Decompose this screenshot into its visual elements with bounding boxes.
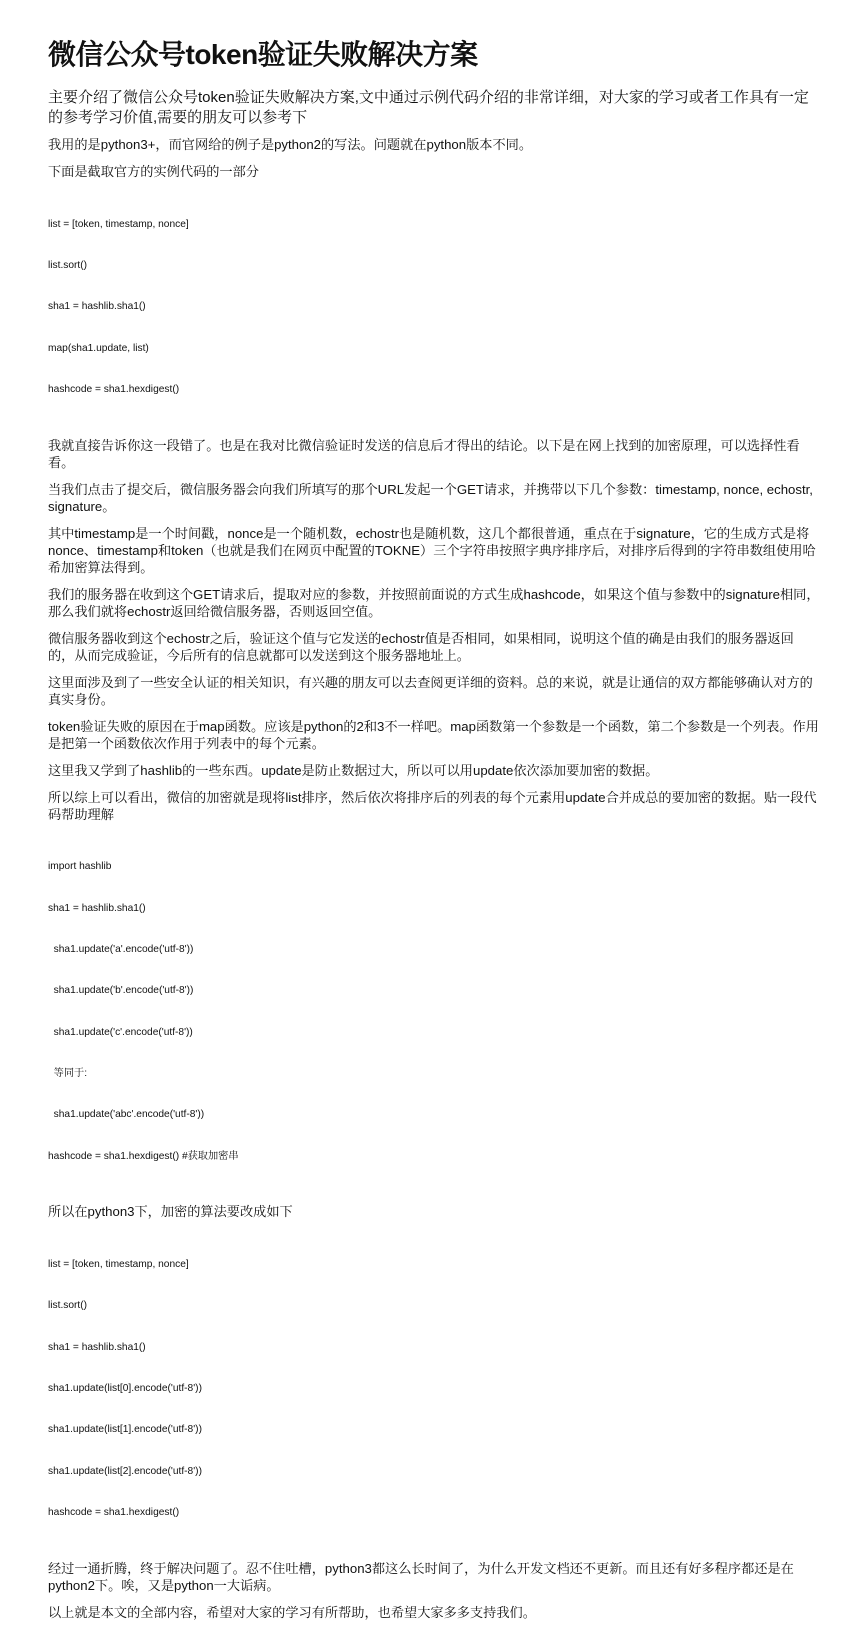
code-line: sha1.update('c'.encode('utf-8'))	[48, 1026, 193, 1038]
paragraph-server-hashcode: 我们的服务器在收到这个GET请求后，提取对应的参数，并按照前面说的方式生成hashcode，如果这个值与参数中的signature相同，那么我们就将echostr返回给微信服务器，否则返回空值。	[48, 586, 820, 619]
code-line: sha1.update('abc'.encode('utf-8'))	[48, 1109, 205, 1121]
paragraph-echostr-verify: 微信服务器收到这个echostr之后，验证这个值与它发送的echostr值是否相同，如果相同，说明这个值的确是由我们的服务器返回的，从而完成验证，今后所有的信息就都可以发送到这个服务器地址上。	[48, 630, 794, 663]
code-line: sha1.update(list[0].encode('utf-8'))	[48, 1383, 202, 1395]
code-line: list.sort()	[48, 259, 88, 271]
paragraph-complaint: 经过一通折腾，终于解决问题了。忍不住吐槽，python3都这么长时间了，为什么开发文档还不更新。而且还有好多程序都还是在python2下。唉，又是python一大诟病。	[48, 1560, 794, 1593]
code-line: sha1.update('a'.encode('utf-8'))	[48, 943, 194, 955]
code-line: sha1.update('b'.encode('utf-8'))	[48, 985, 194, 997]
paragraph-map-function: token验证失败的原因在于map函数。应该是python的2和3不一样吧。map函数第一个参数是一个函数，第二个参数是一个列表。作用是把第一个函数依次作用于列表中的每个元素。	[48, 718, 819, 751]
code-line: hashcode = sha1.hexdigest()	[48, 384, 180, 396]
code-line: list.sort()	[48, 1300, 88, 1312]
code-line: sha1.update(list[1].encode('utf-8'))	[48, 1424, 202, 1436]
paragraph-python3-algorithm: 所以在python3下，加密的算法要改成如下	[48, 1204, 293, 1220]
code-block-python3	[48, 1230, 820, 1547]
article-summary: 主要介绍了微信公众号token验证失败解决方案,文中通过示例代码介绍的非常详细，对大家的学习或者工作具有一定的参考学习价值,需要的朋友可以参考下	[48, 89, 809, 126]
code-line: 等同于:	[48, 1068, 88, 1080]
code-block-official	[48, 190, 820, 425]
code-line: hashcode = sha1.hexdigest() #获取加密串	[48, 1150, 239, 1162]
code-line: sha1 = hashlib.sha1()	[48, 902, 146, 914]
code-line: sha1 = hashlib.sha1()	[48, 301, 146, 313]
paragraph-get-request: 当我们点击了提交后，微信服务器会向我们所填写的那个URL发起一个GET请求，并携带以下几个参数：timestamp, nonce, echostr, signature。	[48, 481, 813, 514]
paragraph-official-code-intro: 下面是截取官方的实例代码的一部分	[48, 164, 259, 179]
code-line: sha1.update(list[2].encode('utf-8'))	[48, 1465, 202, 1477]
paragraph-signature: 其中timestamp是一个时间戳，nonce是一个随机数，echostr也是随机数，这几个都很普通，重点在于signature，它的生成方式是将nonce、timestamp和token（也就是我们在网页中配置的TOKNE）三个字符串按照字典序排序后，对排序后得到的字符串数组使用哈希加密算法得到。	[48, 525, 816, 575]
paragraph-closing: 以上就是本文的全部内容，希望对大家的学习有所帮助，也希望大家多多支持我们。	[48, 1604, 536, 1620]
paragraph-python-version: 我用的是python3+，而官网给的例子是python2的写法。问题就在python版本不同。	[48, 137, 533, 152]
code-block-hashlib-example	[48, 833, 820, 1192]
code-line: map(sha1.update, list)	[48, 342, 149, 354]
paragraph-hashlib-update: 这里我又学到了hashlib的一些东西。update是防止数据过大，所以可以用update依次添加要加密的数据。	[48, 762, 659, 778]
paragraph-summary-encryption: 所以综上可以看出，微信的加密就是现将list排序，然后依次将排序后的列表的每个元素用update合并成总的要加密的数据。贴一段代码帮助理解	[48, 789, 817, 822]
code-line: list = [token, timestamp, nonce]	[48, 218, 189, 230]
code-line: hashcode = sha1.hexdigest()	[48, 1507, 180, 1519]
code-line: list = [token, timestamp, nonce]	[48, 1258, 189, 1270]
paragraph-security: 这里面涉及到了一些安全认证的相关知识，有兴趣的朋友可以去查阅更详细的资料。总的来说，就是让通信的双方都能够确认对方的真实身份。	[48, 674, 813, 707]
article	[48, 36, 820, 1631]
code-line: sha1 = hashlib.sha1()	[48, 1341, 146, 1353]
code-line: import hashlib	[48, 861, 112, 873]
paragraph-conclusion-wrong: 我就直接告诉你这一段错了。也是在我对比微信验证时发送的信息后才得出的结论。以下是在网上找到的加密原理，可以选择性看看。	[48, 437, 800, 470]
page-title: 微信公众号token验证失败解决方案	[48, 39, 478, 70]
